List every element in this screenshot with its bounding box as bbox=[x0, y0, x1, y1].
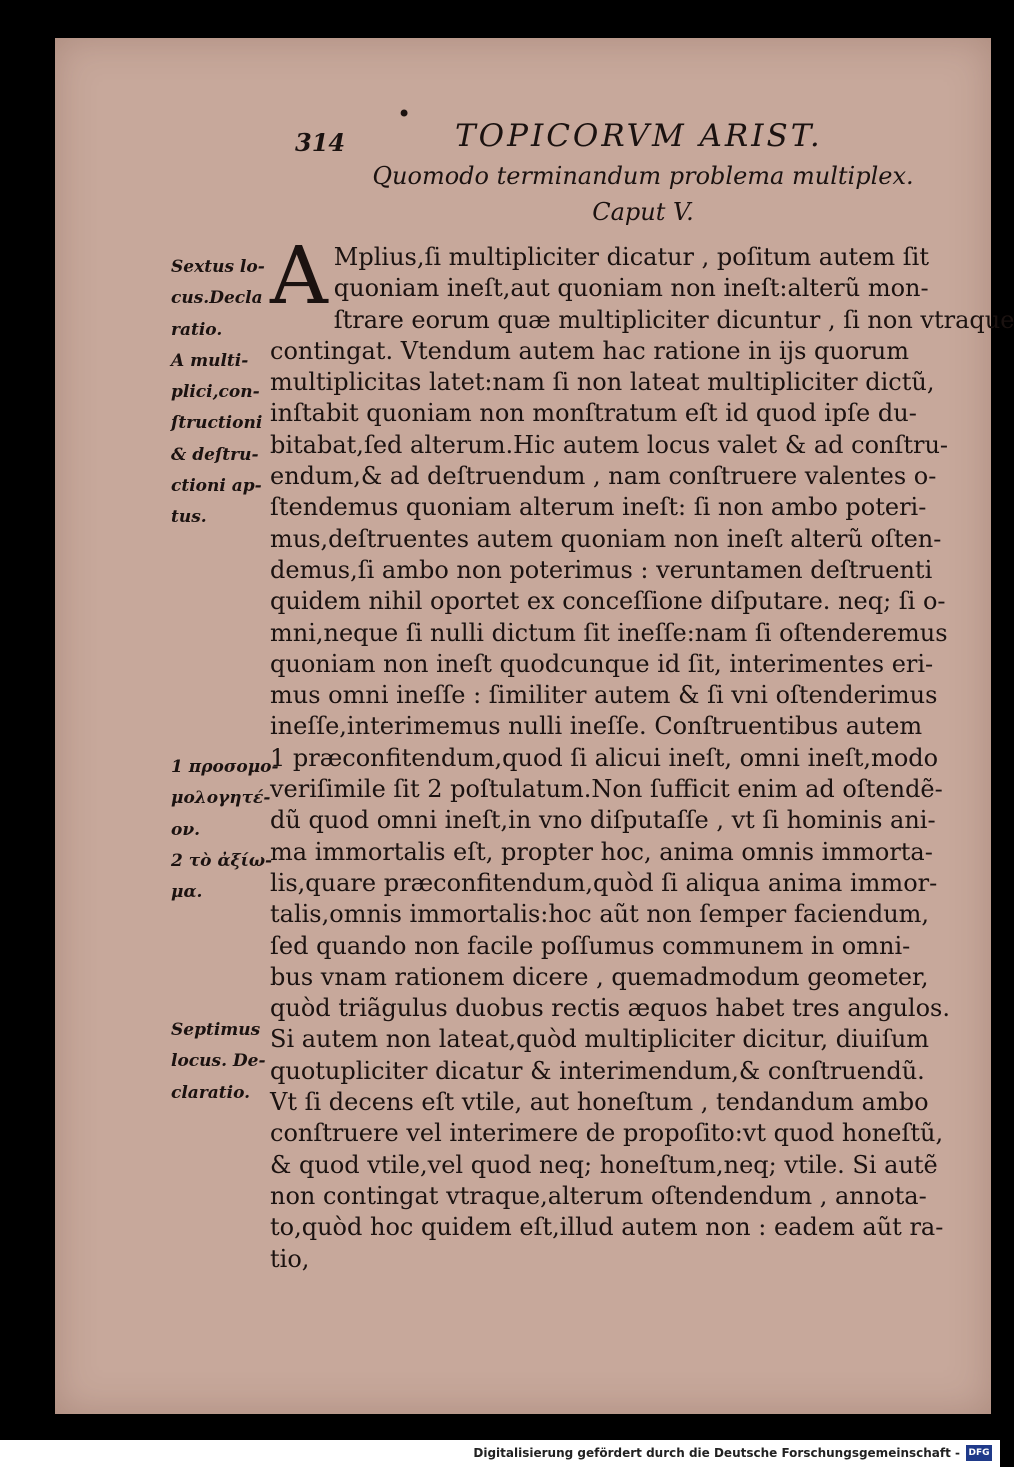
running-head: TOPICORVM ARIST. bbox=[455, 118, 823, 154]
text-line: mus,deſtruentes autem quoniam non ineſt alterũ oſten- bbox=[270, 524, 942, 553]
text-line: to,quòd hoc quidem eſt,illud autem non : eadem aũt ra- bbox=[270, 1213, 944, 1242]
text-line: talis,omnis immortalis:hoc aũt non ſemper faciendum, bbox=[270, 900, 930, 929]
text-line: ſtendemus quoniam alterum ineſt: ſi non ambo poteri- bbox=[270, 493, 927, 522]
marginal-note-sextus bbox=[171, 252, 266, 534]
text-line: contingat. Vtendum autem hac ratione in ijs quorum bbox=[270, 336, 909, 365]
main-text bbox=[270, 229, 1014, 1275]
marginal-line: locus. De- bbox=[171, 1051, 266, 1072]
marginal-line: μολογητέ- bbox=[171, 788, 271, 809]
text-line: quòd triãgulus duobus rectis æquos habet tres angulos. bbox=[270, 994, 950, 1023]
marginal-note-greek bbox=[171, 752, 279, 908]
text-line: ma immortalis eſt, propter hoc, anima omnis immorta- bbox=[270, 837, 933, 866]
marginal-line: claratio. bbox=[171, 1082, 251, 1103]
chapter-title: Quomodo terminandum problema multiplex. bbox=[372, 162, 914, 190]
footer-bar bbox=[0, 1440, 1000, 1467]
text-line: dũ quod omni ineſt,in vno diſputaſſe , vt ſi hominis ani- bbox=[270, 806, 936, 835]
text-line: quoniam non ineſt quodcunque id ſit, interimentes eri- bbox=[270, 649, 934, 678]
text-line: veriſimile ſit 2 poſtulatum.Non ſufficit enim ad oſtendẽ- bbox=[270, 775, 943, 804]
drop-cap: A bbox=[270, 229, 328, 322]
text-line: 1 præconfitendum,quod ſi alicui ineſt, omni ineſt,modo bbox=[270, 743, 939, 772]
text-line: ſtrare eorum quæ multipliciter dicuntur , ſi non vtraque bbox=[333, 305, 1014, 334]
text-line: quoniam ineſt,aut quoniam non ineſt:alterũ mon- bbox=[333, 274, 929, 303]
marginal-line: ctioni ap- bbox=[171, 476, 262, 497]
text-line: ſed quando non facile poſſumus communem in omni- bbox=[270, 931, 911, 960]
marginal-line: A multi- bbox=[171, 350, 249, 371]
text-line: non contingat vtraque,alterum oſtendendum , annota- bbox=[270, 1181, 927, 1210]
book-page bbox=[55, 38, 1014, 1414]
text-line: conſtruere vel interimere de propoſito:vt quod honeſtũ, bbox=[270, 1119, 944, 1148]
marginal-line: ratio. bbox=[171, 319, 223, 340]
marginal-line: μα. bbox=[171, 882, 203, 903]
text-line: multiplicitas latet:nam ſi non lateat multipliciter dictũ, bbox=[270, 368, 935, 397]
text-line: bus vnam rationem dicere , quemadmodum geometer, bbox=[270, 962, 929, 991]
footer-credit: Digitalisierung gefördert durch die Deutsche Forschungsgemeinschaft - bbox=[473, 1446, 960, 1460]
marginal-line: ſtructioni bbox=[171, 413, 263, 434]
marginal-line: Septimus bbox=[171, 1020, 261, 1040]
marginal-line: plici,con- bbox=[171, 382, 260, 403]
text-line: ineſſe,interimemus nulli ineſſe. Conſtruentibus autem bbox=[270, 712, 923, 741]
text-line: Vt ſi decens eſt vtile, aut honeſtum , tendandum ambo bbox=[270, 1088, 929, 1117]
text-line: Mplius,ſi multipliciter dicatur , poſitum autem ſit bbox=[333, 243, 929, 271]
text-line: inſtabit quoniam non monſtratum eſt id quod ipſe du- bbox=[270, 399, 917, 428]
marginal-line: ον. bbox=[171, 819, 201, 840]
text-line: bitabat,ſed alterum.Hic autem locus valet & ad conſtru- bbox=[270, 430, 949, 459]
text-line: & quod vtile,vel quod neq; honeſtum,neq; vtile. Si autẽ bbox=[270, 1150, 938, 1179]
text-line: quotupliciter dicatur & interimendum,& conſtruendũ. bbox=[270, 1056, 925, 1085]
marginal-line: 2 τὸ ἀξίω- bbox=[171, 850, 273, 871]
text-line: demus,ſi ambo non poterimus : veruntamen deſtruenti bbox=[270, 555, 933, 584]
text-line: quidem nihil oportet ex conceſſione diſputare. neq; ſi o- bbox=[270, 587, 946, 616]
text-line: lis,quare præconfitendum,quòd ſi aliqua anima immor- bbox=[270, 868, 938, 897]
text-line: Si autem non lateat,quòd multipliciter dicitur, diuiſum bbox=[270, 1025, 930, 1054]
text-line: tio, bbox=[270, 1244, 310, 1273]
text-line: endum,& ad deſtruendum , nam conſtruere valentes o- bbox=[270, 462, 937, 491]
page-number: 314 bbox=[295, 128, 346, 157]
chapter-subtitle: Caput V. bbox=[592, 198, 694, 226]
ornament-dot: • bbox=[397, 100, 412, 128]
marginal-line: tus. bbox=[171, 507, 207, 528]
marginal-note-septimus bbox=[171, 1015, 266, 1109]
dfg-logo: DFG bbox=[966, 1445, 992, 1461]
text-line: mus omni ineſſe : ſimiliter autem & ſi vni oſtenderimus bbox=[270, 681, 938, 710]
text-line: mni,neque ſi nulli dictum ſit ineſſe:nam ſi oſtenderemus bbox=[270, 618, 948, 647]
marginal-line: & deſtru- bbox=[171, 444, 259, 465]
marginal-line: 1 προσομο- bbox=[171, 757, 279, 777]
marginal-line: cus.Decla bbox=[171, 288, 263, 309]
marginal-line: Sextus lo- bbox=[171, 257, 265, 277]
